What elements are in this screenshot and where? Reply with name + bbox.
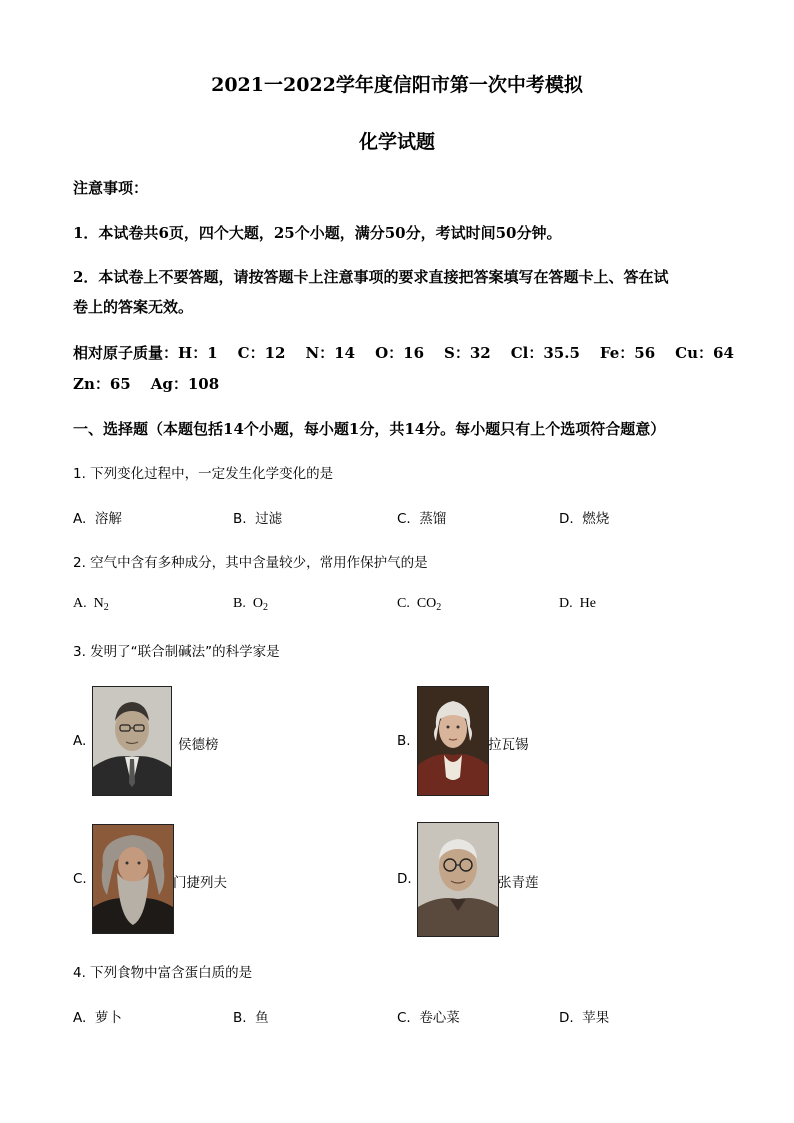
question-3-option-b-letter: B. [397,733,411,749]
question-4-stem: 4. 下列食物中富含蛋白质的是 [73,965,253,981]
page-subtitle: 化学试题 [358,131,435,153]
question-1-option-a: A. 溶解 [73,511,122,527]
section-1-heading: 一、选择题（本题包括14个小题，每小题1分，共14分。每小题只有上个选项符合题意） [73,420,666,438]
notice-item-1: 1．本试卷共6页，四个大题，25个小题，满分50分，考试时间50分钟。 [73,224,562,242]
question-4-option-b: B. 鱼 [233,1010,269,1026]
question-3-option-c-name: 门捷列夫 [173,875,227,891]
question-2-stem: 2. 空气中含有多种成分，其中含量较少，常用作保护气的是 [73,555,428,571]
atomic-mass-entry: S：32 [444,344,491,362]
atomic-masses-label: 相对原子质量： [73,344,179,362]
question-3-option-d-name: 张青莲 [498,875,539,891]
question-4-option-c: C. 卷心菜 [397,1010,460,1026]
portrait-image-c [92,824,174,934]
portrait-image-a [92,686,172,796]
atomic-mass-entry: Cl：35.5 [510,344,580,362]
atomic-mass-entry: Cu：64 [675,344,734,362]
atomic-mass-entry: H：1 [178,344,218,362]
question-3-option-d-letter: D. [397,871,412,887]
question-3-option-b-name: 拉瓦锡 [488,737,529,753]
atomic-masses-line-1 [73,342,734,363]
question-1-option-c: C. 蒸馏 [397,511,447,527]
question-3-stem: 3. 发明了“联合制碱法”的科学家是 [73,644,280,660]
page-title: 2021一2022学年度信阳市第一次中考模拟 [211,74,583,96]
question-3-option-a-name: 侯德榜 [178,737,219,753]
notice-item-2-line-1: 2．本试卷上不要答题，请按答题卡上注意事项的要求直接把答案填写在答题卡上、答在试 [73,268,669,286]
atomic-mass-entry: Zn：65 [73,375,131,393]
atomic-mass-entry: Ag：108 [150,375,220,393]
question-2-option-a: A. $N_2$ [73,596,109,613]
question-1-stem: 1. 下列变化过程中，一定发生化学变化的是 [73,466,334,482]
question-2-option-b: B. $O_2$ [233,596,268,613]
atomic-mass-entry: O：16 [375,344,425,362]
atomic-masses-line-2 [73,373,219,394]
atomic-mass-entry: Fe：56 [599,344,656,362]
question-2-option-d: D. He [559,596,596,611]
question-4-option-a: A. 萝卜 [73,1010,122,1026]
notice-item-2-line-2: 卷上的答案无效。 [73,298,194,316]
portrait-image-d [417,822,499,937]
atomic-mass-entry: C：12 [237,344,286,362]
question-4-option-d: D. 苹果 [559,1010,610,1026]
question-1-option-d: D. 燃烧 [559,511,610,527]
portrait-image-b [417,686,489,796]
question-3-option-c-letter: C. [73,871,87,887]
question-2-option-c: C. $CO_2$ [397,596,442,613]
atomic-mass-entry: N：14 [305,344,356,362]
question-1-option-b: B. 过滤 [233,511,283,527]
question-3-option-a-letter: A. [73,733,87,749]
notice-heading: 注意事项： [73,179,149,197]
